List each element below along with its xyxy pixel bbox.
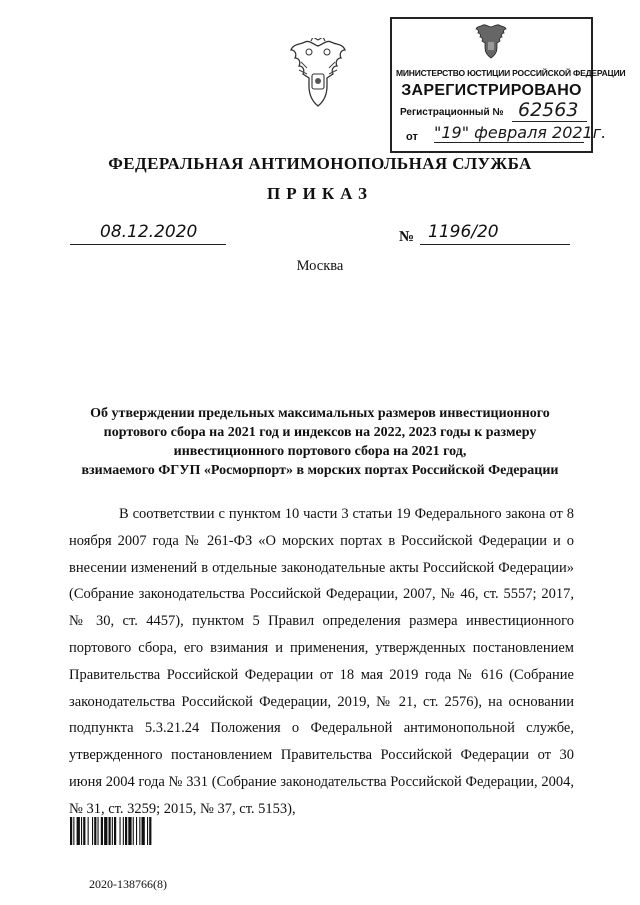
number-sign: №: [399, 229, 415, 245]
registration-stamp: [390, 17, 626, 153]
order-date: 08.12.2020: [100, 222, 198, 242]
title-line: Об утверждении предельных максимальных размеров инвестиционного: [90, 406, 550, 421]
stamp-date-prefix: от: [406, 131, 418, 143]
title-line: взимаемого ФГУП «Росморпорт» в морских портах Российской Федерации: [81, 463, 559, 478]
document-type: ПРИКАЗ: [267, 184, 373, 203]
stamp-registration-number: 62563: [512, 99, 587, 122]
stamp-emblem-icon: [474, 23, 508, 59]
city: Москва: [296, 258, 344, 274]
stamp-date: "19" февраля 2021г.: [434, 123, 607, 142]
order-title: [60, 404, 580, 480]
stamp-ministry: МИНИСТЕРСТВО ЮСТИЦИИ РОССИЙСКОЙ ФЕДЕРАЦИИ: [396, 68, 626, 78]
order-number: 1196/20: [428, 222, 499, 242]
title-line: инвестиционного портового сбора на 2021 год,: [173, 444, 467, 459]
title-line: портового сбора на 2021 год и индексов на 2022, 2023 годы к размеру: [103, 425, 537, 440]
order-number-field: [420, 222, 570, 245]
stamp-registered: ЗАРЕГИСТРИРОВАНО: [401, 82, 582, 99]
barcode-icon: [70, 817, 174, 845]
document-code: 2020-138766(8): [89, 877, 167, 891]
stamp-registration-label: Регистрационный №: [400, 107, 504, 118]
body-paragraph: В соответствии с пунктом 10 части 3 статьи 19 Федерального закона от 8 ноября 2007 года № 261-ФЗ «О морских портах в Российской Федерации и о внесении изменений в отдельные законодательные акты Российской Федерации» (Собрание законодательства Российской Федерации, 2007, № 46, ст. 5557; 2017, № 30, ст. 4457), пунктом 5 Правил определения размера инвестиционного портового сбора, его взимания и применения, утвержденных постановлением Правительства Российской Федерации от 18 мая 2019 года № 616 (Собрание законодательства Российской Федерации, 2019, № 21, ст. 2576), на основании подпункта 5.3.21.24 Положения о Федеральной антимонопольной службе, утвержденного постановлением Правительства Российской Федерации от 30 июня 2004 года № 331 (Собрание законодательства Российской Федерации, 2004, № 31, ст. 3259; 2015, № 37, ст. 5153),: [69, 506, 574, 817]
agency-name: ФЕДЕРАЛЬНАЯ АНТИМОНОПОЛЬНАЯ СЛУЖБА: [108, 154, 532, 173]
order-date-field: [70, 222, 226, 245]
state-emblem-icon: [287, 38, 349, 108]
